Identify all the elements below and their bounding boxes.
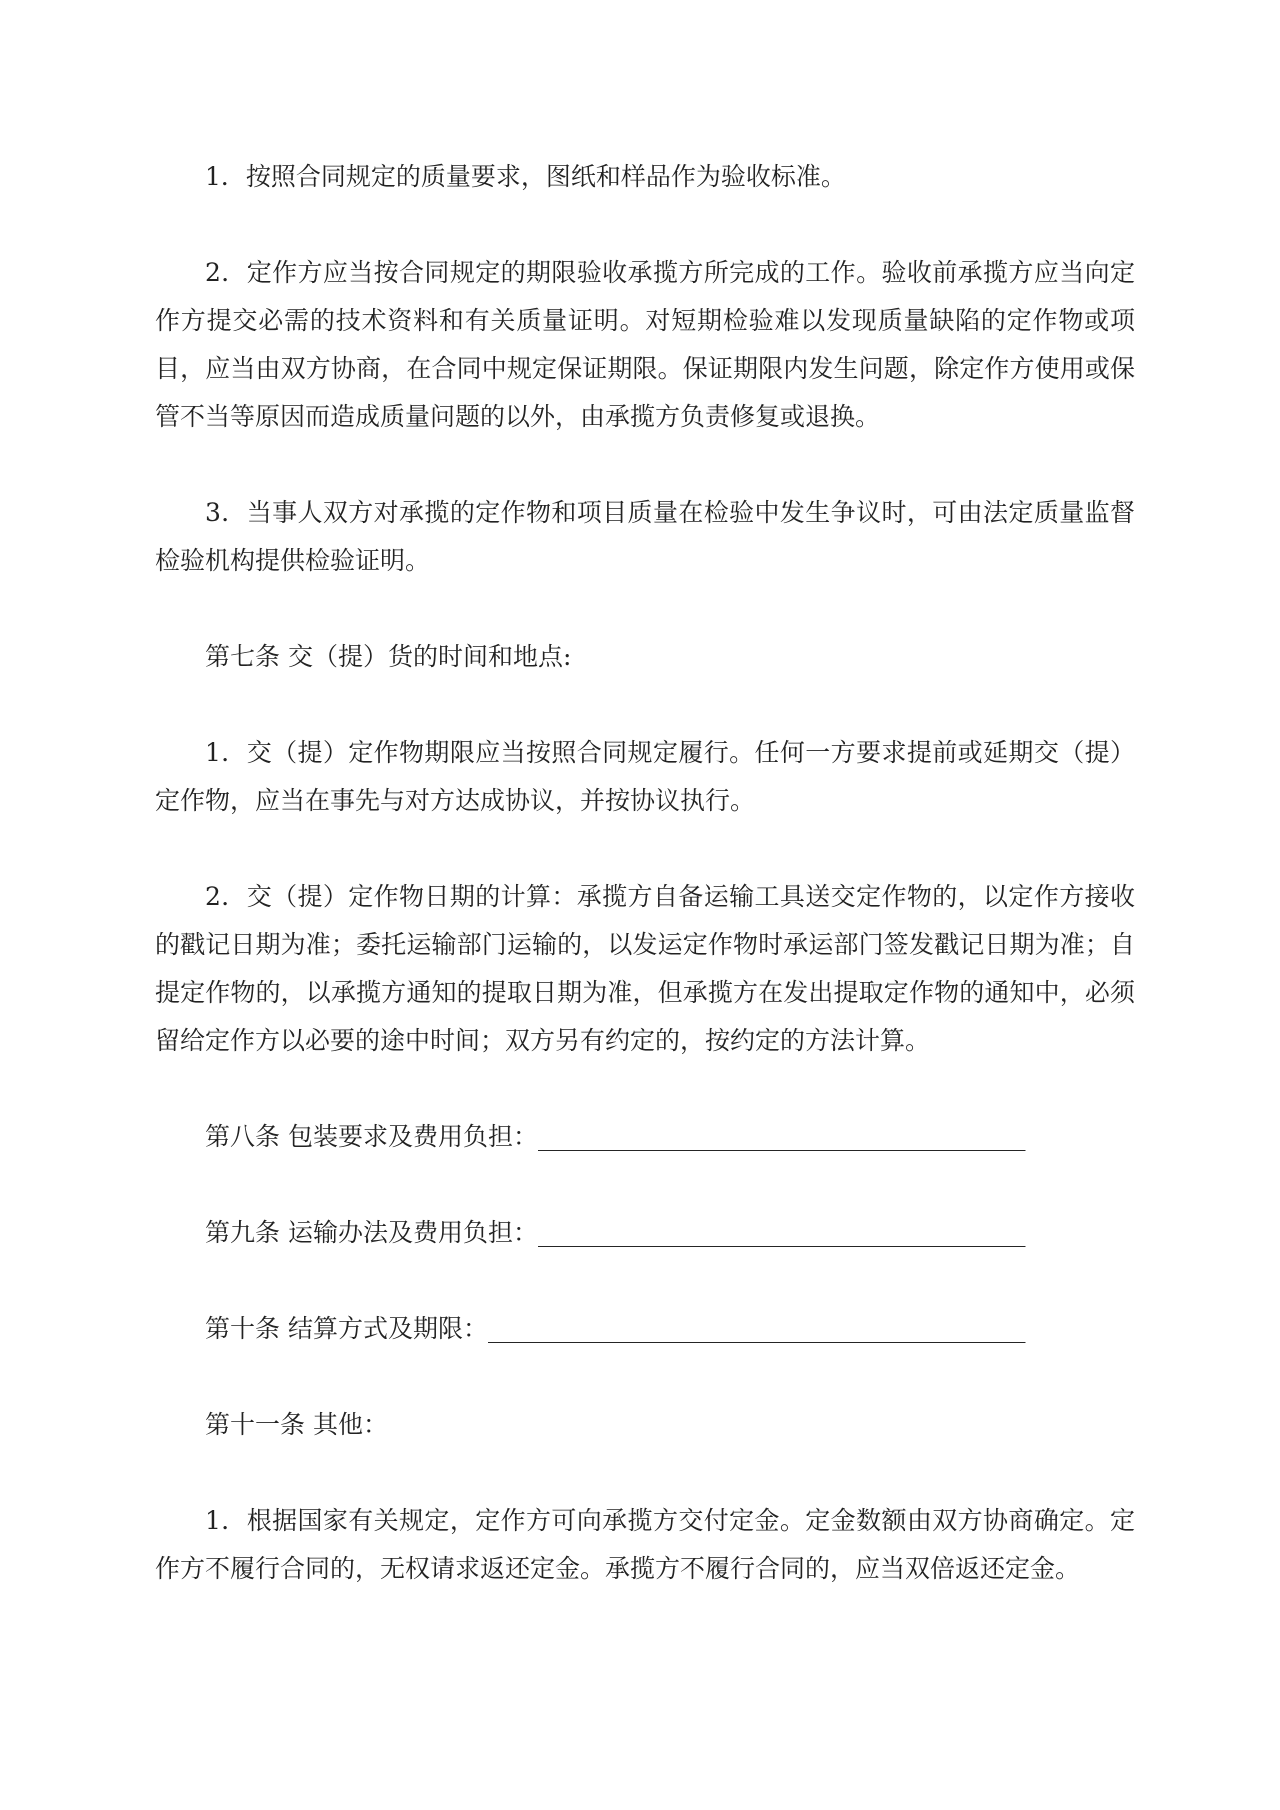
clause-7-item-2: 2．交（提）定作物日期的计算：承揽方自备运输工具送交定作物的，以定作方接收的戳记日期为准；委托运输部门运输的，以发运定作物时承运部门签发戳记日期为准；自提定作物的，以承揽方通知的提取日期为准，但承揽方在发出提取定作物的通知中，必须留给定作方以必要的途中时间；双方另有约定的，按约定的方法计算。 [155,882,1135,1055]
clause-7-item-1: 1．交（提）定作物期限应当按照合同规定履行。任何一方要求提前或延期交（提）定作物，应当在事先与对方达成协议，并按协议执行。 [155,738,1135,815]
clause-6-item-3: 3．当事人双方对承揽的定作物和项目质量在检验中发生争议时，可由法定质量监督检验机构提供检验证明。 [155,498,1135,575]
clause-9-fill-line: 第九条 运输办法及费用负担：_______________________________________ [205,1218,1026,1247]
clause-7-heading: 第七条 交（提）货的时间和地点: [205,642,572,671]
clause-10-fill-line: 第十条 结算方式及期限：___________________________________________ [205,1314,1026,1343]
clause-11-item-1: 1．根据国家有关规定，定作方可向承揽方交付定金。定金数额由双方协商确定。定作方不履行合同的，无权请求返还定金。承揽方不履行合同的，应当双倍返还定金。 [155,1506,1135,1583]
clause-6-item-1: 1．按照合同规定的质量要求，图纸和样品作为验收标准。 [205,162,846,191]
clause-11-heading: 第十一条 其他： [205,1410,388,1439]
clause-6-item-2: 2．定作方应当按合同规定的期限验收承揽方所完成的工作。验收前承揽方应当向定作方提交必需的技术资料和有关质量证明。对短期检验难以发现质量缺陷的定作物或项目，应当由双方协商，在合同中规定保证期限。保证期限内发生问题，除定作方使用或保管不当等原因而造成质量问题的以外，由承揽方负责修复或退换。 [155,258,1135,431]
document-body [155,153,1135,1641]
clause-8-fill-line: 第八条 包装要求及费用负担：_______________________________________ [205,1122,1026,1151]
